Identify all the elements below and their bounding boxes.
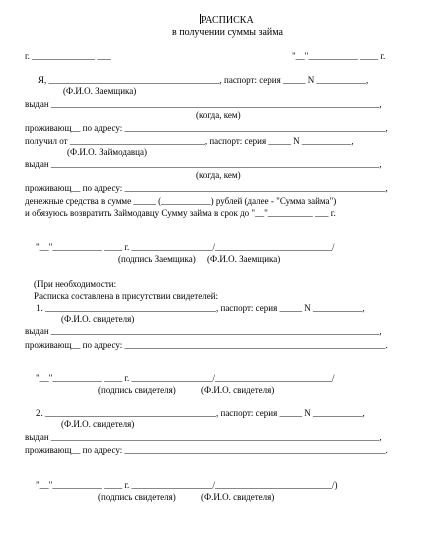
borrower-issued-line: выдан _________________________________________________________________________,	[25, 99, 382, 109]
date-line: "__"___________ ____ г.	[292, 51, 386, 61]
return-term-line: и обязуюсь возвратить Займодавцу Сумму займа в срок до "__"__________ ___ г.	[25, 208, 336, 218]
witness1-name-hint: (Ф.И.О. свидетеля)	[61, 314, 135, 324]
borrower-address-line: проживающ__ по адресу: __________________________________________________________,	[25, 123, 388, 133]
witness2-signature-line: "__"___________ ____ г. __________________/__________________________/)	[36, 480, 338, 490]
borrower-signature-line: "__"___________ ____ г. __________________/__________________________/	[36, 242, 335, 252]
witness2-passport-line: 2. ______________________________________, паспорт: серия _____ N ___________,	[36, 408, 365, 418]
witness1-address-line: проживающ__ по адресу: __________________________________________________________.	[25, 340, 388, 350]
lender-issued-hint: (когда, кем)	[196, 170, 241, 180]
lender-name-hint: (Ф.И.О. Займодавца)	[67, 147, 147, 157]
borrower-name-hint: (Ф.И.О. Заемщика)	[63, 86, 137, 96]
document-title: РАСПИСКА	[201, 15, 254, 26]
witness1-fio-hint: (Ф.И.О. свидетеля)	[201, 385, 275, 395]
witness1-signature-line: "__"___________ ____ г. __________________/__________________________/	[36, 373, 335, 383]
optional-note: (При необходимости:	[34, 279, 117, 289]
loan-amount-line: денежные средства в сумме _____ (___________) рублей (далее - "Сумма займа")	[25, 196, 337, 206]
lender-passport-line: получил от ______________________________, паспорт: серия _____ N ___________,	[25, 136, 354, 146]
witness1-passport-line: 1. ______________________________________, паспорт: серия _____ N ___________,	[36, 303, 365, 313]
document-subtitle: в получении суммы займа	[172, 27, 283, 38]
witness1-issued-line: выдан _________________________________________________________________________,	[25, 326, 382, 336]
witness2-address-line: проживающ__ по адресу: __________________________________________________________.	[25, 445, 388, 455]
borrower-issued-hint: (когда, кем)	[196, 110, 241, 120]
witness2-fio-hint: (Ф.И.О. свидетеля)	[201, 492, 275, 502]
borrower-signature-hint: (подпись Заемщика)	[118, 254, 196, 264]
witnesses-note: Расписка составлена в присутствии свидетелей:	[34, 291, 219, 301]
witness2-issued-line: выдан _________________________________________________________________________,	[25, 432, 382, 442]
borrower-passport-line: Я, ______________________________________, паспорт: серия _____ N ___________,	[38, 75, 369, 85]
witness2-name-hint: (Ф.И.О. свидетеля)	[61, 419, 135, 429]
witness2-signature-hint: (подпись свидетеля)	[98, 492, 176, 502]
lender-issued-line: выдан _________________________________________________________________________,	[25, 159, 382, 169]
lender-address-line: проживающ__ по адресу: __________________________________________________________,	[25, 183, 388, 193]
city-line: г. ______________ ___	[25, 51, 111, 61]
witness1-signature-hint: (подпись свидетеля)	[98, 385, 176, 395]
borrower-fio-hint: (Ф.И.О. Заемщика)	[207, 254, 281, 264]
